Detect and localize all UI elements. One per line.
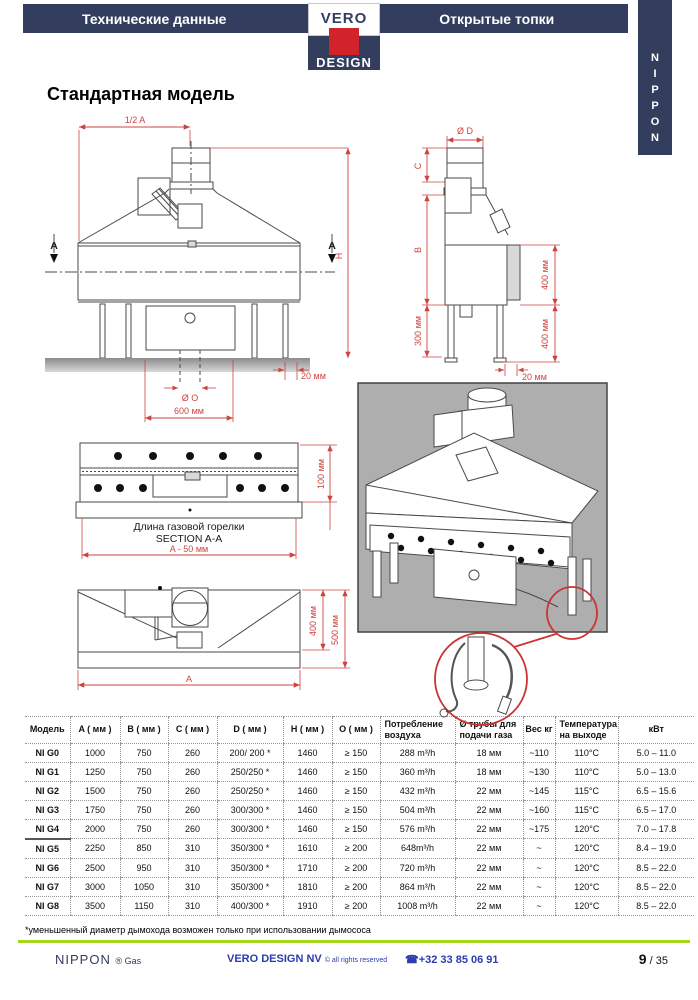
logo-top-text: VERO (320, 10, 368, 27)
footer-brand-name: NIPPON (55, 952, 111, 967)
cell-temp: 115°C (555, 800, 619, 819)
cell-h: 1460 (283, 762, 332, 781)
dim-500mm-plan: 500 мм (330, 615, 340, 645)
cell-air: 720 m³/h (380, 858, 455, 877)
cell-h: 1710 (283, 858, 332, 877)
isometric-drawing (356, 381, 616, 726)
cell-o: ≥ 150 (332, 800, 380, 819)
cell-weight: ~160 (523, 800, 555, 819)
side-view-drawing (398, 118, 638, 383)
cell-h: 1460 (283, 800, 332, 819)
page-title: Стандартная модель (47, 84, 235, 104)
section-marker-right: A (328, 240, 336, 252)
cell-c: 260 (168, 781, 217, 800)
dim-b: B (413, 246, 423, 254)
cell-a: 3500 (70, 896, 120, 915)
cell-c: 260 (168, 819, 217, 839)
cell-c: 310 (168, 858, 217, 877)
cell-model: NI G8 (25, 896, 70, 915)
cell-temp: 115°C (555, 781, 619, 800)
cell-d: 350/300 * (217, 858, 283, 877)
cell-model: NI G2 (25, 781, 70, 800)
table-row (25, 819, 694, 839)
cell-gas-pipe: 18 мм (455, 762, 523, 781)
footer-page-indicator (639, 951, 668, 967)
table-row (25, 743, 694, 762)
cell-h: 1610 (283, 839, 332, 859)
cell-gas-pipe: 22 мм (455, 839, 523, 859)
dim-400mm-bottom: 400 мм (540, 319, 550, 349)
logo-red-square-icon (329, 28, 359, 55)
cell-c: 260 (168, 743, 217, 762)
side-letter: P (651, 84, 659, 96)
cell-temp: 110°C (555, 743, 619, 762)
cell-h: 1460 (283, 743, 332, 762)
cell-air: 648m³/h (380, 839, 455, 859)
cell-gas-pipe: 22 мм (455, 800, 523, 819)
cell-d: 250/250 * (217, 762, 283, 781)
cell-weight: ~ (523, 839, 555, 859)
cell-b: 750 (120, 743, 168, 762)
cell-model: NI G6 (25, 858, 70, 877)
table-row (25, 800, 694, 819)
dim-c: C (413, 162, 423, 170)
dim-300mm: 300 мм (413, 316, 423, 346)
cell-d: 200/ 200 * (217, 743, 283, 762)
col-header-o: O ( мм ) (332, 717, 380, 744)
cell-h: 1810 (283, 877, 332, 896)
footer-page-total: / 35 (646, 955, 668, 967)
cell-a: 3000 (70, 877, 120, 896)
cell-weight: ~110 (523, 743, 555, 762)
cell-temp: 110°C (555, 762, 619, 781)
cell-d: 400/300 * (217, 896, 283, 915)
section-marker-left: A (50, 240, 58, 252)
cell-h: 1460 (283, 819, 332, 839)
footer-phone: ☎+32 33 85 06 91 (405, 954, 499, 966)
logo-bottom-text: DESIGN (316, 55, 372, 70)
cell-gas-pipe: 18 мм (455, 743, 523, 762)
cell-weight: ~175 (523, 819, 555, 839)
cell-temp: 120°C (555, 877, 619, 896)
cell-temp: 120°C (555, 858, 619, 877)
cell-weight: ~ (523, 877, 555, 896)
cell-o: ≥ 150 (332, 819, 380, 839)
footer-rights: © all rights reserved (324, 957, 388, 964)
section-aa-drawing (55, 437, 365, 572)
cell-o: ≥ 150 (332, 743, 380, 762)
cell-model: NI G4 (25, 819, 70, 839)
cell-a: 1750 (70, 800, 120, 819)
cell-b: 850 (120, 839, 168, 859)
table-row (25, 896, 694, 915)
cell-temp: 120°C (555, 896, 619, 915)
cell-o: ≥ 200 (332, 896, 380, 915)
cell-h: 1460 (283, 781, 332, 800)
section-caption-1: Длина газовой горелки (133, 521, 245, 533)
col-header-air: Потребление воздуха (380, 717, 455, 744)
table-row (25, 858, 694, 877)
dim-400mm-plan: 400 мм (308, 606, 318, 636)
cell-a: 2500 (70, 858, 120, 877)
cell-a: 1500 (70, 781, 120, 800)
cell-d: 300/300 * (217, 819, 283, 839)
dim-20mm: 20 мм (301, 371, 326, 381)
cell-weight: ~145 (523, 781, 555, 800)
header-left-title: Технические данные (82, 10, 227, 27)
cell-d: 300/300 * (217, 800, 283, 819)
cell-model: NI G3 (25, 800, 70, 819)
cell-kw: 8.5 – 22.0 (619, 877, 694, 896)
cell-a: 1250 (70, 762, 120, 781)
cell-air: 288 m³/h (380, 743, 455, 762)
front-view-drawing (40, 116, 370, 428)
cell-model: NI G1 (25, 762, 70, 781)
cell-a: 2250 (70, 839, 120, 859)
cell-kw: 8.4 – 19.0 (619, 839, 694, 859)
cell-o: ≥ 150 (332, 781, 380, 800)
col-header-kw: кВт (619, 717, 694, 744)
dim-h: H (334, 252, 344, 260)
cell-air: 864 m³/h (380, 877, 455, 896)
dim-a: A (185, 674, 193, 684)
cell-a: 2000 (70, 819, 120, 839)
cell-o: ≥ 200 (332, 877, 380, 896)
cell-c: 260 (168, 762, 217, 781)
cell-air: 576 m³/h (380, 819, 455, 839)
cell-kw: 6.5 – 17.0 (619, 800, 694, 819)
dim-400mm-top: 400 мм (540, 260, 550, 290)
table-row (25, 762, 694, 781)
col-header-temp: Температура на выходе (555, 717, 619, 744)
section-caption-2: SECTION A-A (155, 533, 223, 545)
table-row (25, 781, 694, 800)
side-letter: P (651, 100, 659, 112)
footer-brand-suffix: ® Gas (115, 956, 142, 966)
footer-brand (55, 952, 141, 967)
cell-c: 310 (168, 839, 217, 859)
cell-gas-pipe: 22 мм (455, 877, 523, 896)
col-header-weight: Вес кг (523, 717, 555, 744)
cell-model: NI G5 (25, 839, 70, 859)
cell-model: NI G0 (25, 743, 70, 762)
spec-table (25, 716, 694, 916)
cell-gas-pipe: 22 мм (455, 781, 523, 800)
cell-c: 260 (168, 800, 217, 819)
cell-kw: 7.0 – 17.8 (619, 819, 694, 839)
cell-o: ≥ 150 (332, 762, 380, 781)
cell-h: 1910 (283, 896, 332, 915)
cell-gas-pipe: 22 мм (455, 819, 523, 839)
col-header-gas-pipe: Ø трубы для подачи газа (455, 717, 523, 744)
cell-temp: 120°C (555, 819, 619, 839)
cell-air: 1008 m³/h (380, 896, 455, 915)
cell-model: NI G7 (25, 877, 70, 896)
cell-weight: ~ (523, 896, 555, 915)
cell-b: 1050 (120, 877, 168, 896)
dim-20mm-side: 20 мм (522, 372, 547, 382)
cell-b: 950 (120, 858, 168, 877)
dim-half-a: 1/2 A (124, 115, 146, 125)
footer-page-number: 9 (638, 951, 647, 967)
cell-a: 1000 (70, 743, 120, 762)
cell-d: 350/300 * (217, 839, 283, 859)
cell-b: 750 (120, 800, 168, 819)
side-letter: N (651, 52, 659, 64)
cell-kw: 5.0 – 13.0 (619, 762, 694, 781)
col-header-b: B ( мм ) (120, 717, 168, 744)
footer-green-divider (18, 940, 690, 943)
col-header-c: C ( мм ) (168, 717, 217, 744)
col-header-a: A ( мм ) (70, 717, 120, 744)
side-letter: N (651, 132, 659, 144)
cell-d: 250/250 * (217, 781, 283, 800)
cell-b: 1150 (120, 896, 168, 915)
cell-air: 432 m³/h (380, 781, 455, 800)
table-row (25, 839, 694, 859)
nippon-side-bar (638, 0, 672, 155)
spec-table-body (25, 743, 694, 915)
col-header-d: D ( мм ) (217, 717, 283, 744)
cell-weight: ~ (523, 858, 555, 877)
cell-air: 504 m³/h (380, 800, 455, 819)
col-header-model: Модель (25, 717, 70, 744)
cell-b: 750 (120, 819, 168, 839)
dim-a50: A - 50 мм (169, 544, 209, 554)
dim-d-dia: Ø D (456, 126, 474, 136)
side-letter: O (650, 116, 660, 128)
cell-kw: 8.5 – 22.0 (619, 858, 694, 877)
cell-c: 310 (168, 877, 217, 896)
cell-kw: 6.5 – 15.6 (619, 781, 694, 800)
footer-company-name: VERO DESIGN NV (227, 953, 322, 965)
cell-gas-pipe: 22 мм (455, 858, 523, 877)
cell-kw: 5.0 – 11.0 (619, 743, 694, 762)
table-row (25, 877, 694, 896)
cell-kw: 8.5 – 22.0 (619, 896, 694, 915)
col-header-h: H ( мм ) (283, 717, 332, 744)
footnote: *уменьшенный диаметр дымохода возможен только при использовании дымососа (25, 925, 371, 935)
plan-view-drawing (50, 575, 360, 700)
cell-o: ≥ 200 (332, 839, 380, 859)
side-letter: I (653, 68, 657, 80)
cell-weight: ~130 (523, 762, 555, 781)
footer (0, 948, 698, 972)
cell-c: 310 (168, 896, 217, 915)
cell-d: 350/300 * (217, 877, 283, 896)
cell-gas-pipe: 22 мм (455, 896, 523, 915)
header-right-title: Открытые топки (439, 10, 555, 27)
cell-b: 750 (120, 781, 168, 800)
cell-o: ≥ 200 (332, 858, 380, 877)
dim-o-dia: Ø O (181, 393, 199, 403)
footer-company (227, 953, 387, 965)
cell-b: 750 (120, 762, 168, 781)
cell-temp: 120°C (555, 839, 619, 859)
dim-100mm: 100 мм (316, 459, 326, 489)
dim-600mm: 600 мм (174, 406, 204, 416)
vero-design-logo (308, 3, 380, 70)
cell-air: 360 m³/h (380, 762, 455, 781)
